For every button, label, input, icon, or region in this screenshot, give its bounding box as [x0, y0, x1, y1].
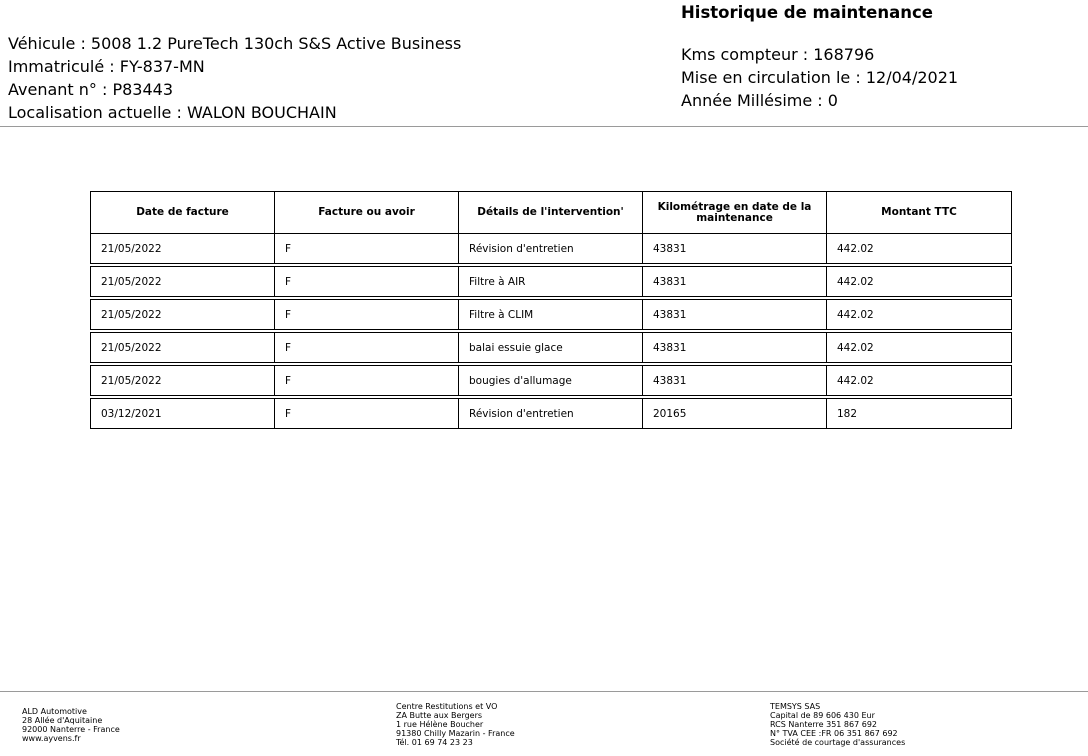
vehicle-registration: Immatriculé : FY-837-MN — [8, 57, 205, 76]
table-row — [91, 397, 1012, 429]
cell-type: F — [275, 265, 459, 298]
footer-line: www.ayvens.fr — [22, 733, 81, 743]
vehicle-amendment: Avenant n° : P83443 — [8, 80, 174, 99]
col-header-amount: Montant TTC — [827, 192, 1012, 234]
footer-line: 91380 Chilly Mazarin - France — [396, 728, 515, 738]
footer-line: 28 Allée d'Aquitaine — [22, 715, 103, 725]
cell-amount: 442.02 — [827, 331, 1012, 364]
cell-type: F — [275, 364, 459, 397]
footer-line: Centre Restitutions et VO — [396, 702, 498, 711]
maintenance-table — [90, 191, 1012, 429]
cell-details: Révision d'entretien — [459, 397, 643, 429]
cell-km: 43831 — [643, 364, 827, 397]
footer-line: Société de courtage d'assurances — [770, 737, 906, 747]
cell-km: 20165 — [643, 397, 827, 429]
footer-restitution-center — [396, 703, 515, 748]
footer-company-ald — [22, 708, 120, 744]
cell-type: F — [275, 331, 459, 364]
cell-details: Révision d'entretien — [459, 234, 643, 266]
odometer: Kms compteur : 168796 — [681, 45, 875, 64]
footer-line: N° TVA CEE :FR 06 351 867 692 — [770, 728, 898, 738]
cell-details: Filtre à AIR — [459, 265, 643, 298]
page-title: Historique de maintenance — [681, 3, 933, 22]
cell-amount: 442.02 — [827, 265, 1012, 298]
footer-line: TEMSYS SAS — [770, 702, 821, 711]
footer-line: ALD Automotive — [22, 707, 87, 716]
col-header-details: Détails de l'intervention' — [459, 192, 643, 234]
table-header-row — [91, 192, 1012, 234]
vehicle-info — [8, 32, 461, 124]
cell-date: 03/12/2021 — [91, 397, 275, 429]
cell-details: balai essuie glace — [459, 331, 643, 364]
cell-amount: 442.02 — [827, 234, 1012, 266]
col-header-type: Facture ou avoir — [275, 192, 459, 234]
header-divider — [0, 126, 1088, 127]
footer-temsys — [770, 703, 905, 748]
footer-line: ZA Butte aux Bergers — [396, 710, 483, 720]
cell-date: 21/05/2022 — [101, 242, 162, 255]
footer-divider — [0, 691, 1088, 692]
cell-date: 21/05/2022 — [91, 265, 275, 298]
cell-km: 43831 — [643, 265, 827, 298]
vehicle-model: Véhicule : 5008 1.2 PureTech 130ch S&S Active Business — [8, 34, 462, 53]
cell-km: 43831 — [643, 298, 827, 331]
cell-date: 21/05/2022 — [91, 331, 275, 364]
cell-type: F — [275, 397, 459, 429]
cell-details: Filtre à CLIM — [459, 298, 643, 331]
col-header-km: Kilométrage en date de la maintenance — [643, 192, 827, 234]
footer-line: Tél. 01 69 74 23 23 — [396, 737, 473, 747]
cell-type: F — [275, 298, 459, 331]
registration-date: Mise en circulation le : 12/04/2021 — [681, 68, 959, 87]
table-row — [91, 265, 1012, 298]
footer-line: Capital de 89 606 430 Eur — [770, 710, 875, 720]
table-row — [91, 298, 1012, 331]
model-year: Année Millésime : 0 — [681, 91, 838, 110]
cell-amount: 442.02 — [827, 298, 1012, 331]
cell-amount: 442.02 — [827, 364, 1012, 397]
cell-km: 43831 — [643, 331, 827, 364]
table-row — [91, 331, 1012, 364]
cell-details: bougies d'allumage — [459, 364, 643, 397]
cell-type: F — [275, 234, 459, 266]
cell-date: 21/05/2022 — [91, 364, 275, 397]
table-row — [91, 234, 1012, 266]
footer-line: 1 rue Hélène Boucher — [396, 719, 484, 729]
cell-amount: 182 — [827, 397, 1012, 429]
vehicle-summary — [681, 43, 958, 112]
cell-km: 43831 — [643, 234, 827, 266]
footer-line: RCS Nanterre 351 867 692 — [770, 719, 878, 729]
footer-line: 92000 Nanterre - France — [22, 724, 120, 734]
col-header-date: Date de facture — [136, 206, 229, 218]
table-row — [91, 364, 1012, 397]
cell-date: 21/05/2022 — [91, 298, 275, 331]
vehicle-location: Localisation actuelle : WALON BOUCHAIN — [8, 103, 337, 122]
